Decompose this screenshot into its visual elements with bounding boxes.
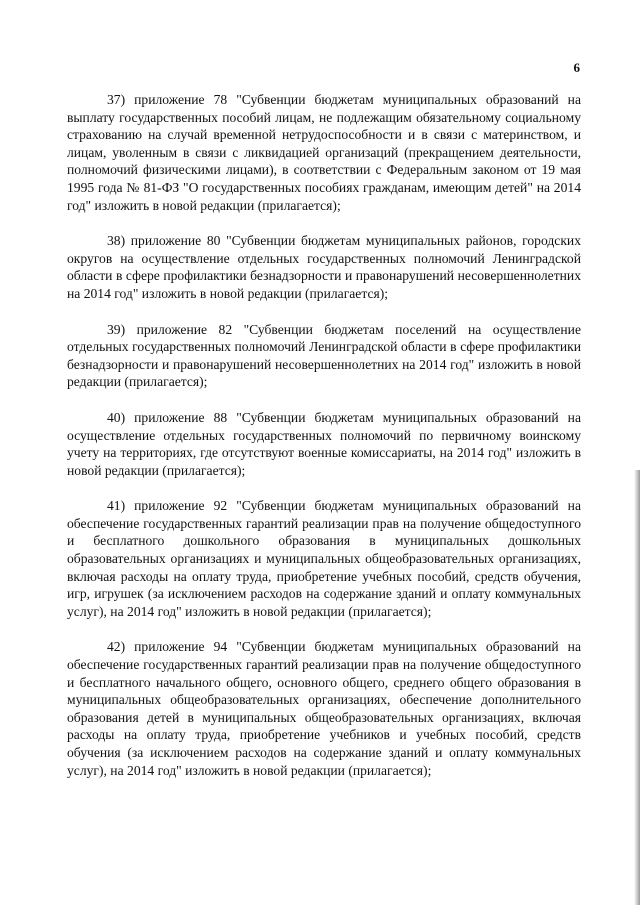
scan-edge-shadow (634, 470, 640, 905)
document-body (67, 91, 581, 797)
paragraph-item-38: 38) приложение 80 "Субвенции бюджетам муниципальных районов, городских округов на осуществление отдельных государственных полномочий Ленинградской области в сфере профилактики безнадзорности и правонарушений несовершеннолетних на 2014 год" изложить в новой редакции (прилагается); (67, 233, 581, 301)
paragraph-item-39: 39) приложение 82 "Субвенции бюджетам поселений на осуществление отдельных государственных полномочий Ленинградской области в сфере профилактики безнадзорности и правонарушений несовершеннолетних на 2014 год" изложить в новой редакции (прилагается); (67, 321, 581, 390)
page-number: 6 (573, 60, 580, 75)
paragraph-item-37: 37) приложение 78 "Субвенции бюджетам муниципальных образований на выплату государственных пособий лицам, не подлежащим обязательному социальному страхованию на случай временной нетрудоспособности и в связи с материнством, и лицам, уволенным в связи с ликвидацией организаций (прекращением деятельности, полномочий физическими лицами), в соответствии с Федеральным законом от 19 мая 1995 года № 81-ФЗ "О государственных пособиях гражданам, имеющим детей" на 2014 год" изложить в новой редакции (прилагается); (67, 92, 581, 213)
paragraph-item-40: 40) приложение 88 "Субвенции бюджетам муниципальных образований на осуществление отдельных государственных полномочий по первичному воинскому учету на территориях, где отсутствуют военные комиссариаты, на 2014 год" изложить в новой редакции (прилагается); (67, 409, 581, 478)
paragraph-item-42: 42) приложение 94 "Субвенции бюджетам муниципальных образований на обеспечение государственных гарантий реализации прав на получение общедоступного и бесплатного начального общего, основного общего, среднего общего образования в муниципальных общеобразовательных организациях, обеспечение дополнительного образования детей в муниципальных общеобразовательных организациях, включая расходы на оплату труда, приобретение учебников и учебных пособий, средств обучения (за исключением расходов на содержание зданий и оплату коммунальных услуг), на 2014 год" изложить в новой редакции (прилагается); (67, 639, 581, 778)
paragraph-item-41: 41) приложение 92 "Субвенции бюджетам муниципальных образований на обеспечение государственных гарантий реализации прав на получение общедоступного и бесплатного дошкольного образования в муниципальных дошкольных образовательных организациях и муниципальных общеобразовательных организациях, включая расходы на оплату труда, приобретение учебных пособий, средств обучения, игр, игрушек (за исключением расходов на содержание зданий и оплату коммунальных услуг), на 2014 год" изложить в новой редакции (прилагается); (67, 498, 581, 619)
